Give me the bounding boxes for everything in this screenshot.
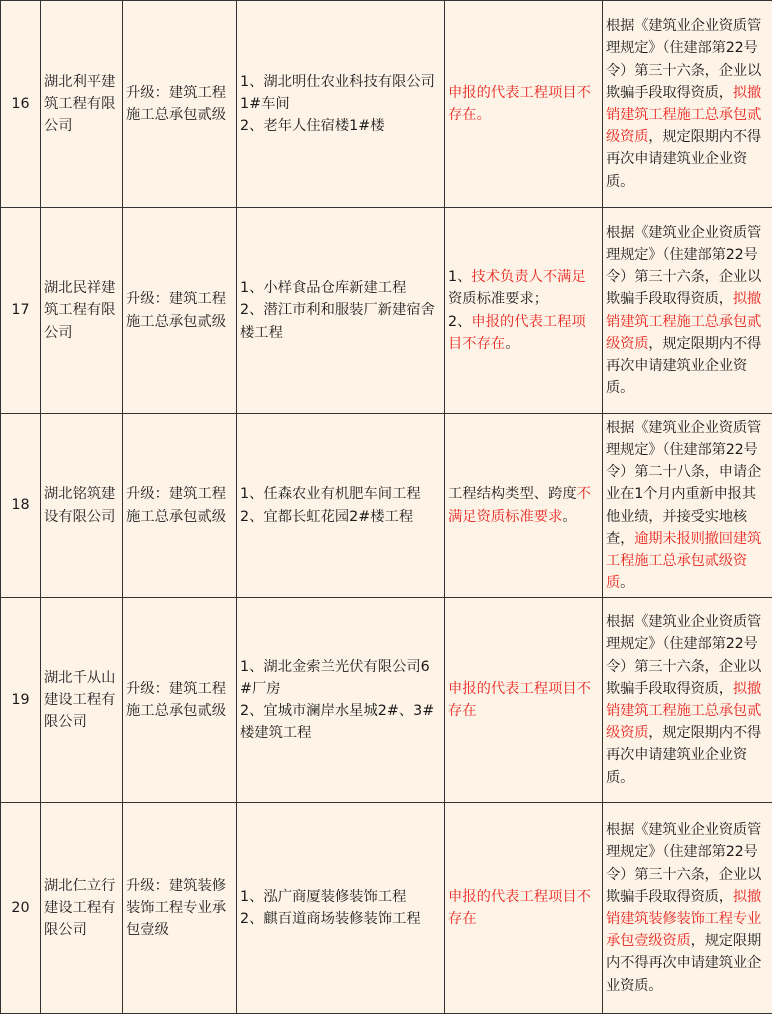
- project-list: [237, 208, 445, 414]
- application-item: 升级：建筑工程施工总承包贰级: [123, 208, 237, 414]
- project-item: 1、湖北明仕农业科技有限公司1#车间: [240, 71, 441, 115]
- problem-text: 。: [505, 336, 519, 352]
- table-row: [1, 208, 772, 414]
- table-row: [1, 803, 772, 1014]
- row-number: 20: [1, 803, 41, 1014]
- project-item: 2、潜江市利和服装厂新建宿舍楼工程: [240, 299, 441, 343]
- problem-description: [445, 598, 603, 803]
- table-row: [1, 1, 772, 208]
- decision-text: ，规定限期内不得再次申请建筑业企业资质。: [606, 129, 761, 189]
- company-name: 湖北利平建筑工程有限公司: [41, 1, 123, 208]
- problem-highlight: 申报的代表工程项目不存在: [448, 314, 586, 352]
- row-number: 18: [1, 414, 41, 598]
- project-list: [237, 414, 445, 598]
- decision-text: ，规定限期内不得再次申请建筑业企业资质。: [606, 725, 761, 785]
- project-item: 2、麒百道商场装修装饰工程: [240, 908, 441, 930]
- problem-description: [445, 803, 603, 1014]
- row-number: 19: [1, 598, 41, 803]
- application-item: 升级：建筑工程施工总承包贰级: [123, 1, 237, 208]
- problem-description: [445, 414, 603, 598]
- company-name: 湖北千从山建设工程有限公司: [41, 598, 123, 803]
- problem-description: [445, 208, 603, 414]
- decision-text: 根据《建筑业企业资质管理规定》（住建部第22号令）第三十六条，企业以欺骗手段取得资质，: [606, 822, 761, 905]
- project-item: 1、任森农业有机肥车间工程: [240, 483, 441, 505]
- problem-text: 工程结构类型、跨度: [448, 486, 577, 502]
- decision-highlight: 拟撤销建筑装修装饰工程专业承包壹级资质: [606, 889, 761, 949]
- company-name: 湖北仁立行建设工程有限公司: [41, 803, 123, 1014]
- application-item: 升级：建筑工程施工总承包贰级: [123, 598, 237, 803]
- handling-decision: [603, 1, 772, 208]
- table-row: [1, 598, 772, 803]
- row-number: 17: [1, 208, 41, 414]
- problem-highlight: 不满足资质标准要求: [448, 486, 591, 524]
- handling-decision: [603, 414, 772, 598]
- problem-highlight: 技术负责人不满足: [471, 269, 585, 285]
- table-row: [1, 414, 772, 598]
- table-body: [1, 1, 772, 1014]
- decision-text: ，规定限期内不得再次申请建筑业企业资质。: [606, 933, 761, 993]
- problem-text: 资质标准要求；: [448, 291, 548, 307]
- problem-text: 1、: [448, 269, 471, 285]
- application-item: 升级：建筑装修装饰工程专业承包壹级: [123, 803, 237, 1014]
- project-item: 2、老年人住宿楼1#楼: [240, 115, 441, 137]
- project-item: 1、湖北金索兰光伏有限公司6#厂房: [240, 656, 441, 700]
- decision-text: 。: [620, 575, 634, 591]
- project-item: 2、宜都长虹花园2#楼工程: [240, 506, 441, 528]
- decision-text: ，规定限期内不得再次申请建筑业企业资质。: [606, 336, 761, 396]
- handling-decision: [603, 598, 772, 803]
- decision-highlight: 拟撤销建筑工程施工总承包贰级资质: [606, 291, 761, 351]
- company-name: 湖北铭筑建设有限公司: [41, 414, 123, 598]
- company-name: 湖北民祥建筑工程有限公司: [41, 208, 123, 414]
- project-list: [237, 803, 445, 1014]
- problem-highlight: 申报的代表工程项目不存在: [448, 681, 591, 719]
- row-number: 16: [1, 1, 41, 208]
- decision-text: 根据《建筑业企业资质管理规定》（住建部第22号令）第三十六条，企业以欺骗手段取得资质，: [606, 225, 761, 308]
- decision-text: 根据《建筑业企业资质管理规定》（住建部第22号令）第二十八条，申请企业在1个月内重新申报其他业绩，并接受实地核查，: [606, 420, 761, 547]
- project-item: 1、小样食品仓库新建工程: [240, 277, 441, 299]
- project-item: 2、宜城市澜岸水星城2#、3#楼建筑工程: [240, 700, 441, 744]
- project-item: 1、泓广商厦装修装饰工程: [240, 886, 441, 908]
- decision-text: 根据《建筑业企业资质管理规定》（住建部第22号令）第三十六条，企业以欺骗手段取得资质，: [606, 18, 761, 101]
- problem-text: 2、: [448, 314, 471, 330]
- decision-text: 根据《建筑业企业资质管理规定》（住建部第22号令）第三十六条，企业以欺骗手段取得资质，: [606, 614, 761, 697]
- application-item: 升级：建筑工程施工总承包贰级: [123, 414, 237, 598]
- handling-decision: [603, 803, 772, 1014]
- handling-decision: [603, 208, 772, 414]
- problem-description: [445, 1, 603, 208]
- decision-highlight: 拟撤销建筑工程施工总承包贰级资质: [606, 681, 761, 741]
- problem-highlight: 申报的代表工程项目不存在: [448, 889, 591, 927]
- decision-highlight: 逾期未报则撤回建筑工程施工总承包贰级资质: [606, 531, 761, 591]
- project-list: [237, 598, 445, 803]
- decision-highlight: 拟撤销建筑工程施工总承包贰级资质: [606, 85, 761, 145]
- problem-text: 。: [562, 509, 576, 525]
- project-list: [237, 1, 445, 208]
- problem-highlight: 申报的代表工程项目不存在。: [448, 85, 591, 123]
